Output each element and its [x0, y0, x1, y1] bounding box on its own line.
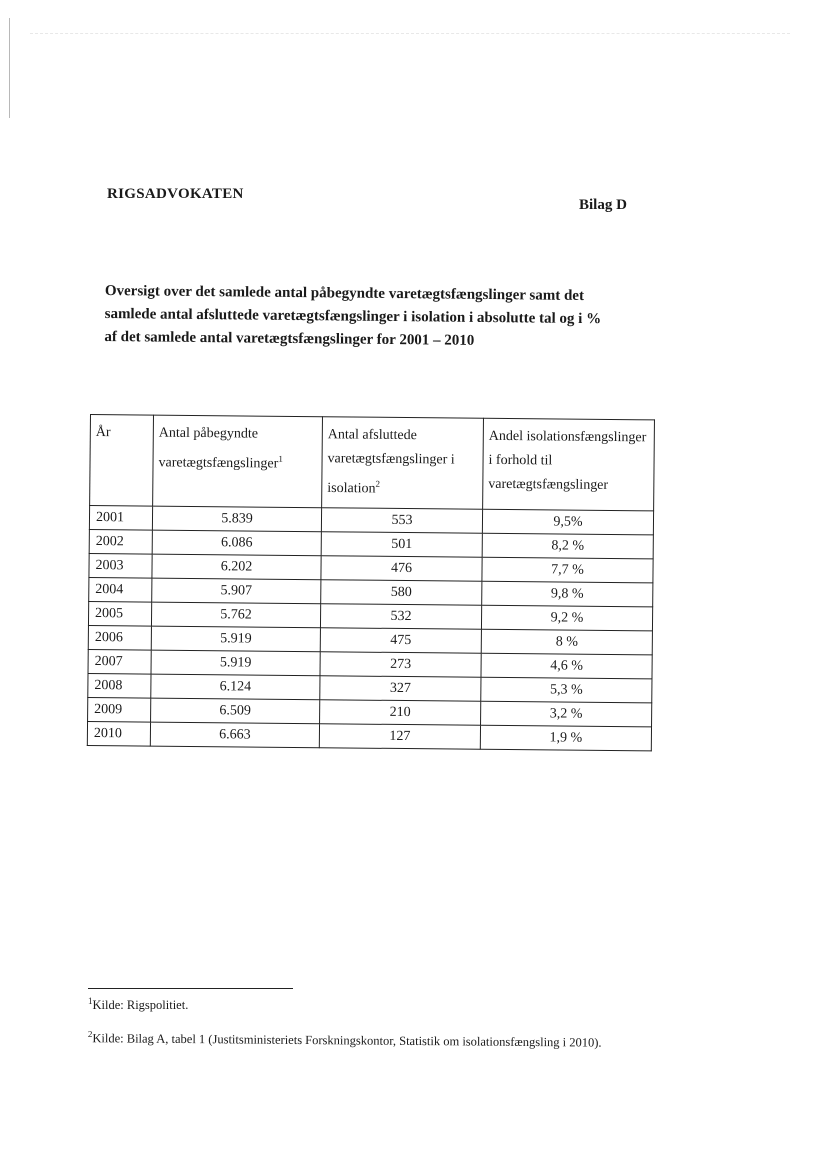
- cell-year: 2008: [88, 673, 151, 698]
- cell-isolation: 532: [320, 603, 481, 629]
- cell-started: 6.663: [150, 722, 319, 748]
- cell-isolation: 476: [321, 555, 482, 581]
- cell-year: 2002: [89, 529, 152, 554]
- footnote-text: Kilde: Bilag A, tabel 1 (Justitsministeriets Forskningskontor, Statistik om isolationsfængsling i 2010).: [92, 1031, 602, 1050]
- cell-year: 2001: [89, 505, 152, 530]
- footnote-1: [88, 993, 188, 1013]
- cell-share: 8 %: [481, 629, 652, 655]
- cell-isolation: 327: [320, 675, 481, 701]
- footnote-2: [88, 1026, 628, 1051]
- header-share: Andel isolationsfængslinger i forhold til varetægtsfængslinger: [483, 418, 655, 510]
- statistics-table-container: [87, 414, 655, 751]
- cell-share: 5,3 %: [481, 677, 652, 703]
- organization-name: RIGSADVOKATEN: [107, 186, 244, 202]
- cell-started: 6.202: [152, 554, 321, 580]
- header-year: År: [90, 415, 154, 506]
- scan-edge-line: [9, 18, 10, 118]
- footnote-mark: 1: [88, 996, 93, 1006]
- cell-started: 5.762: [151, 602, 320, 628]
- cell-isolation: 580: [321, 579, 482, 605]
- cell-started: 5.919: [151, 626, 320, 652]
- cell-year: 2009: [88, 697, 151, 722]
- cell-share: 7,7 %: [482, 557, 653, 583]
- table-header-row: [90, 415, 655, 511]
- footnote-mark: 2: [87, 1028, 93, 1040]
- cell-year: 2003: [89, 553, 152, 578]
- header-started: Antal påbegyndte varetægtsfængslinger$^1$: [153, 415, 323, 507]
- cell-isolation: 273: [320, 651, 481, 677]
- statistics-table: [87, 414, 655, 751]
- cell-started: 5.839: [152, 506, 321, 532]
- cell-started: 6.509: [151, 698, 320, 724]
- cell-isolation: 127: [319, 723, 480, 749]
- cell-started: 5.919: [151, 650, 320, 676]
- document-title: Oversigt over det samlede antal påbegyndte varetægtsfængslinger samt det samlede antal afsluttede varetægtsfængslinger i isolation i absolutte tal og i % af det samlede antal varetægtsfængslinger for 2001 – 2010: [104, 282, 602, 349]
- footnote-ref-2: 2: [375, 478, 381, 489]
- cell-isolation: 501: [321, 531, 482, 557]
- cell-share: 9,8 %: [482, 581, 653, 607]
- cell-share: 4,6 %: [481, 653, 652, 679]
- cell-share: 8,2 %: [482, 533, 653, 559]
- footnote-text: Kilde: Rigspolitiet.: [92, 998, 189, 1013]
- appendix-label: Bilag D: [579, 197, 627, 213]
- cell-isolation: 553: [321, 507, 482, 533]
- cell-year: 2006: [88, 625, 151, 650]
- cell-year: 2010: [87, 721, 150, 746]
- header-isolation: Antal afsluttede varetægtsfængslinger i isolation$^2$: [322, 417, 484, 509]
- cell-year: 2007: [88, 649, 151, 674]
- cell-started: 6.086: [152, 530, 321, 556]
- cell-isolation: 210: [320, 699, 481, 725]
- table-row: [87, 721, 651, 750]
- cell-started: 5.907: [152, 578, 321, 604]
- cell-isolation: 475: [320, 627, 481, 653]
- cell-year: 2005: [88, 601, 151, 626]
- cell-year: 2004: [89, 577, 152, 602]
- scan-top-artifact: [30, 33, 790, 35]
- cell-share: 9,5%: [482, 509, 653, 535]
- cell-share: 1,9 %: [480, 725, 651, 751]
- footnote-divider: [88, 988, 293, 989]
- cell-share: 3,2 %: [481, 701, 652, 727]
- cell-started: 6.124: [151, 674, 320, 700]
- cell-share: 9,2 %: [481, 605, 652, 631]
- footnote-ref-1: 1: [278, 453, 283, 464]
